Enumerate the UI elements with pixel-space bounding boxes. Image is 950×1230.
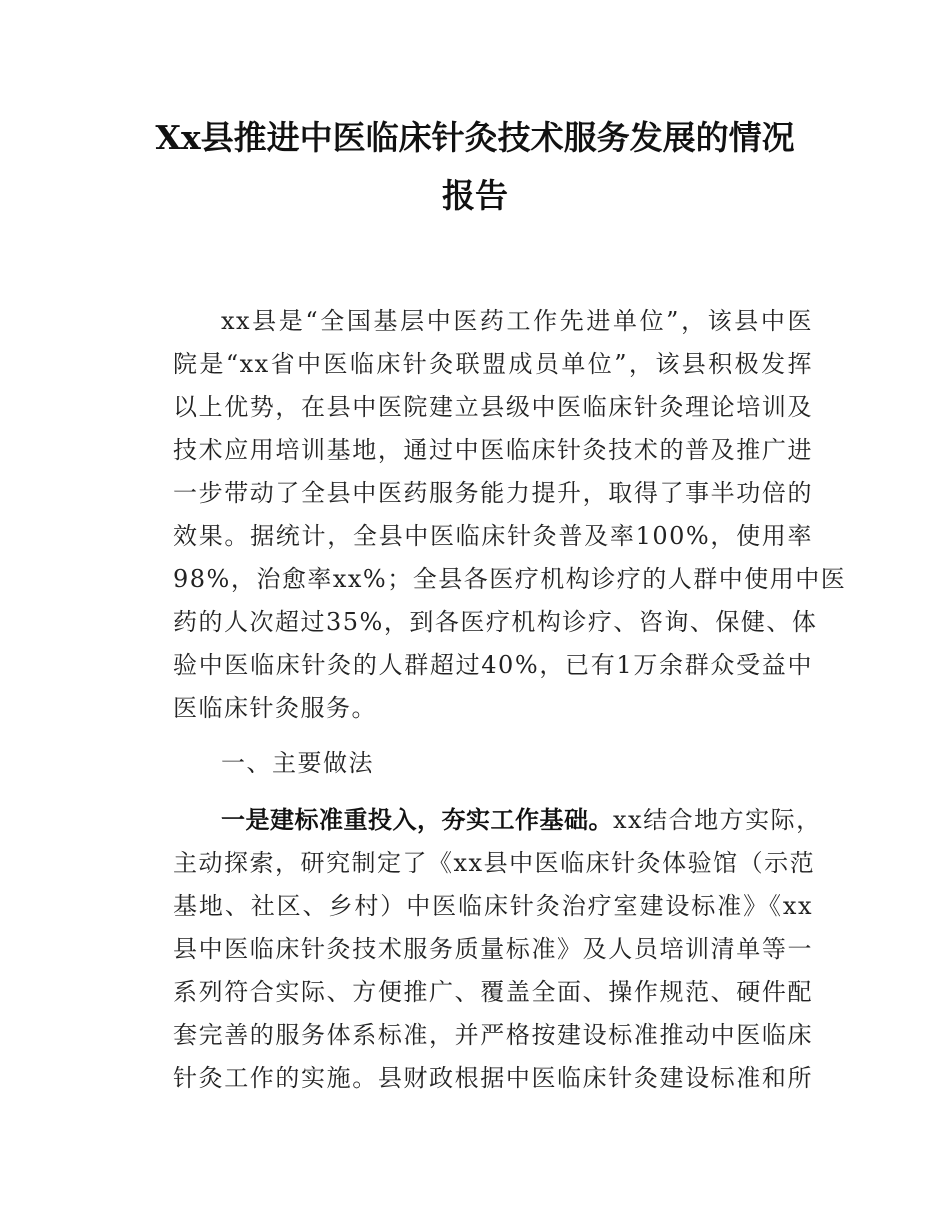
paragraph-lead-bold: 一是建标准重投入，夯实工作基础。	[221, 806, 613, 834]
paragraph-line: 套完善的服务体系标准，并严格按建设标准推动中医临床	[173, 1021, 813, 1049]
paragraph-line: 一步带动了全县中医药服务能力提升，取得了事半功倍的	[173, 479, 813, 507]
paragraph-line: 医临床针灸服务。	[173, 694, 377, 722]
paragraph-line: 验中医临床针灸的人群超过40%，已有1万余群众受益中	[173, 651, 813, 679]
paragraph-line: 县中医临床针灸技术服务质量标准》及人员培训清单等一	[173, 935, 813, 963]
paragraph-line: 98%，治愈率xx%；全县各医疗机构诊疗的人群中使用中医	[173, 565, 847, 593]
paragraph-line: 以上优势，在县中医院建立县级中医临床针灸理论培训及	[173, 393, 813, 421]
paragraph-line: 主动探索，研究制定了《xx县中医临床针灸体验馆（示范	[173, 849, 816, 877]
paragraph-line: 效果。据统计，全县中医临床针灸普及率100%，使用率	[173, 522, 813, 550]
document-title-line-2: 报告	[442, 176, 508, 215]
paragraph-line	[221, 804, 822, 836]
paragraph-line: 针灸工作的实施。县财政根据中医临床针灸建设标准和所	[173, 1064, 813, 1092]
paragraph-line: 系列符合实际、方便推广、覆盖全面、操作规范、硬件配	[173, 978, 813, 1006]
paragraph-line: 技术应用培训基地，通过中医临床针灸技术的普及推广进	[173, 436, 813, 464]
paragraph-line-rest: xx结合地方实际，	[613, 806, 822, 834]
paragraph-line: xx县是“全国基层中医药工作先进单位”，该县中医	[221, 307, 813, 335]
paragraph-line: 药的人次超过35%，到各医疗机构诊疗、咨询、保健、体	[173, 608, 818, 636]
paragraph-line: 院是“xx省中医临床针灸联盟成员单位”，该县积极发挥	[173, 350, 813, 378]
document-title-line-1: Xx县推进中医临床针灸技术服务发展的情况	[155, 118, 795, 157]
section-heading: 一、主要做法	[221, 749, 374, 777]
paragraph-line: 基地、社区、乡村）中医临床针灸治疗室建设标准》《xx	[173, 892, 813, 920]
